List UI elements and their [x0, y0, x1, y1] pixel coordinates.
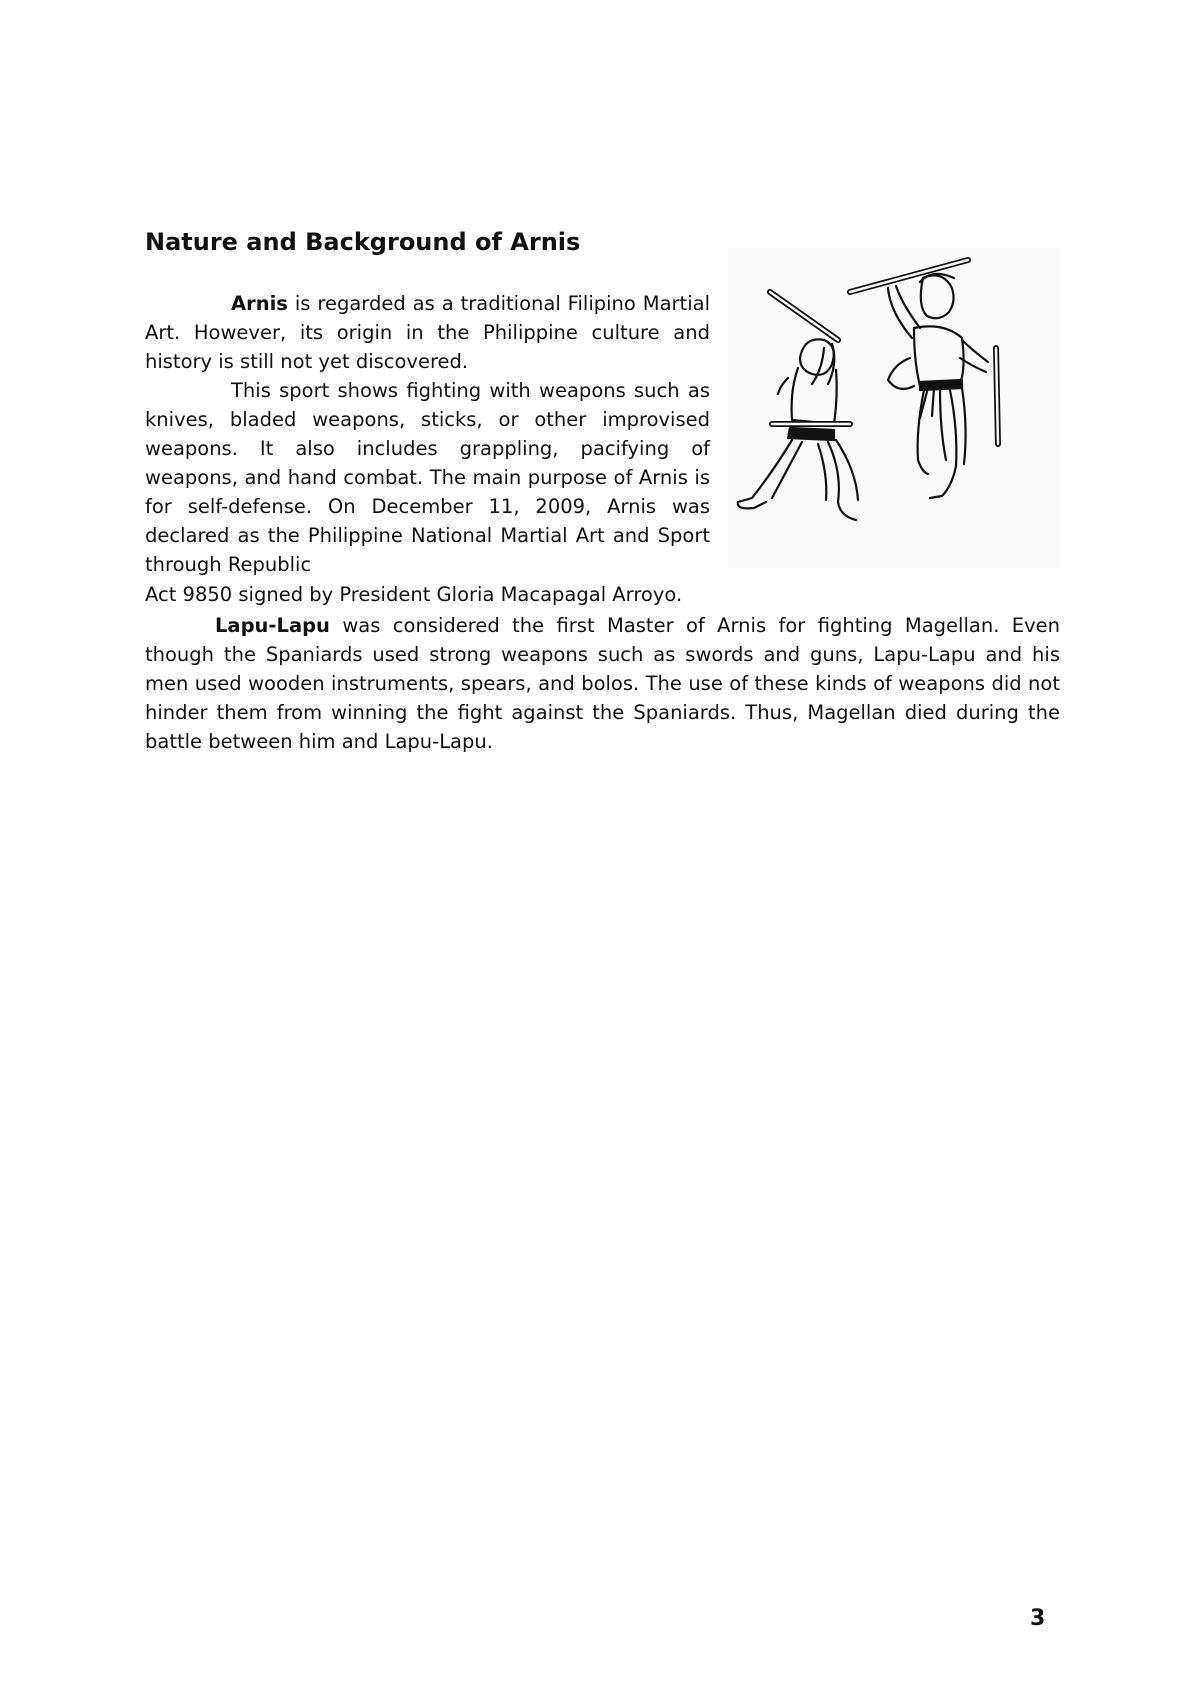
right-fighter-figure [850, 260, 998, 498]
full-width-text [145, 611, 1060, 756]
paragraph-lapu-lapu [145, 611, 1060, 756]
paragraph-arnis-description [145, 376, 710, 579]
wrapped-text-column [145, 289, 710, 579]
arnis-fighters-illustration [728, 248, 1060, 568]
page-title: Nature and Background of Arnis [145, 228, 581, 256]
paragraph-text: This sport shows fighting with weapons such as knives, bladed weapons, sticks, or other improvised weapons. It also includes grappling, pacifying of weapons, and hand combat. The main purpose of Arnis is for self-defense. On December 11, 2009, Arnis was declared as the Philippine National Martial Art and Sport through Republic [145, 379, 710, 576]
paragraph-arnis-description-tail: Act 9850 signed by President Gloria Macapagal Arroyo. [145, 583, 683, 606]
left-fighter-figure [738, 292, 858, 520]
term-lapu-lapu: Lapu-Lapu [215, 614, 330, 637]
paragraph-text: was considered the first Master of Arnis for fighting Magellan. Even though the Spaniards used strong weapons such as swords and guns, Lapu-Lapu and his men used wooden instruments, spears, and bolos. The use of these kinds of weapons did not hinder them from winning the fight against the Spaniards. Thus, Magellan died during the battle between him and Lapu-Lapu. [145, 614, 1060, 753]
paragraph-text: is regarded as a traditional Filipino Martial Art. However, its origin in the Philippine culture and history is still not yet discovered. [145, 292, 710, 373]
page-number: 3 [1030, 1606, 1046, 1631]
paragraph-arnis-intro [145, 289, 710, 376]
term-arnis: Arnis [231, 292, 288, 315]
